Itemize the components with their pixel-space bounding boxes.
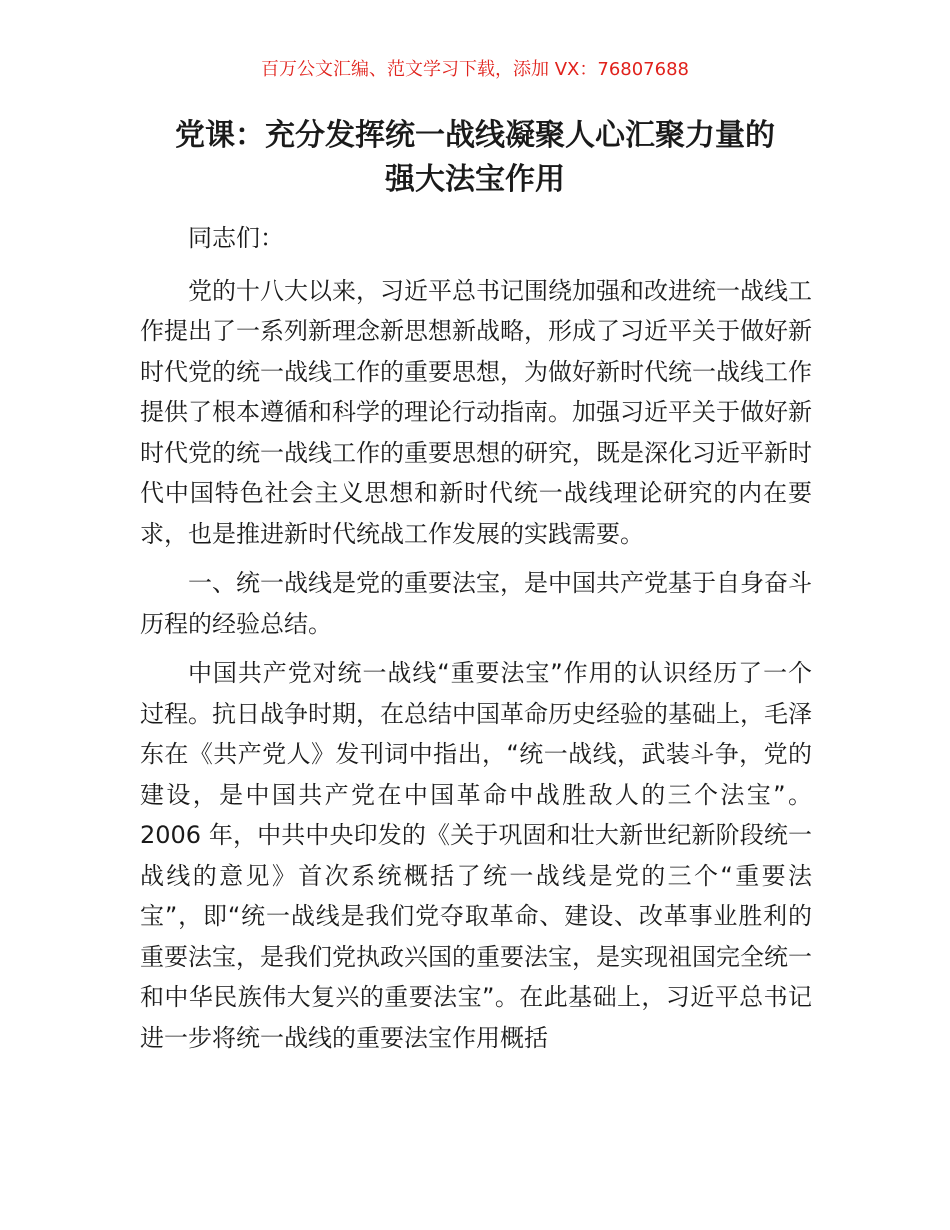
header-banner: 百万公文汇编、范文学习下载，添加 VX：76807688 <box>261 59 689 80</box>
paragraph-history: 中国共产党对统一战线“重要法宝”作用的认识经历了一个过程。抗日战争时期，在总结中国革命历史经验的基础上，毛泽东在《共产党人》发刊词中指出，“统一战线，武装斗争，党的建设，是中国共产党在中国革命中战胜敌人的三个法宝”。2006 年，中共中央印发的《关于巩固和壮大新世纪新阶段统一战线的意见》首次系统概括了统一战线是党的三个“重要法宝”，即“统一战线是我们党夺取革命、建设、改革事业胜利的重要法宝，是我们党执政兴国的重要法宝，是实现祖国完全统一和中华民族伟大复兴的重要法宝”。在此基础上，习近平总书记进一步将统一战线的重要法宝作用概括 <box>140 659 812 1052</box>
title-line-1: 党课：充分发挥统一战线凝聚人心汇聚力量的 <box>175 118 775 153</box>
title-line-2: 强大法宝作用 <box>385 162 565 197</box>
document-title <box>140 114 810 202</box>
salutation: 同志们： <box>188 224 284 252</box>
section-heading-1: 一、统一战线是党的重要法宝，是中国共产党基于自身奋斗历程的经验总结。 <box>140 569 812 638</box>
document-body <box>140 218 812 1067</box>
paragraph-intro: 党的十八大以来，习近平总书记围绕加强和改进统一战线工作提出了一系列新理念新思想新战略，形成了习近平关于做好新时代党的统一战线工作的重要思想，为做好新时代统一战线工作提供了根本遵循和科学的理论行动指南。加强习近平关于做好新时代党的统一战线工作的重要思想的研究，既是深化习近平新时代中国特色社会主义思想和新时代统一战线理论研究的内在要求，也是推进新时代统战工作发展的实践需要。 <box>140 276 812 548</box>
